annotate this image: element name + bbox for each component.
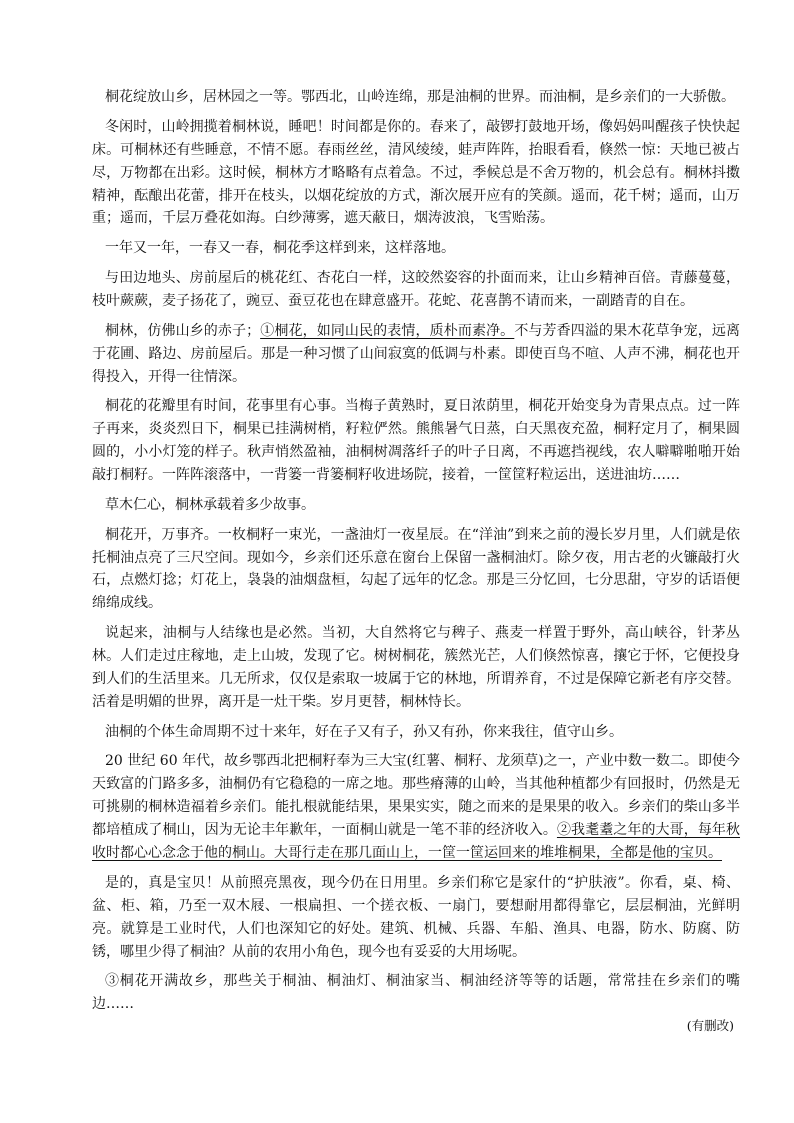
paragraph-11 <box>92 750 740 865</box>
underlined-sentence-1: ①桐花，如同山民的表情，质朴而素净。 <box>260 322 515 339</box>
paragraph-3: 一年又一年，一春又一春，桐花季这样到来，这样落地。 <box>105 240 455 257</box>
paragraph-1: 桐花绽放山乡，居林园之一等。鄂西北，山岭连绵，那是油桐的世界。而油桐，是乡亲们的一大骄傲。 <box>105 89 735 105</box>
paragraph-5-lead: 桐林，仿佛山乡的赤子； <box>105 322 261 339</box>
paragraph-5-rest: 不与芳香四溢的果木花草争宠，远离于花圃、路边、房前屋后。那是一种习惯了山间寂寞的低调与朴素。即使百鸟不喧、人声不沸，桐花也开得投入，开得一往情深。 <box>92 322 741 385</box>
paragraph-7: 草木仁心，桐林承载着多少故事。 <box>105 496 315 513</box>
paragraph-5 <box>92 320 740 389</box>
article-body <box>92 86 740 1023</box>
source-note: (有删改) <box>686 1018 734 1033</box>
paragraph-10: 油桐的个体生命周期不过十来年，好在子又有子，孙又有孙，你来我往，值守山乡。 <box>105 723 623 740</box>
paragraph-2: 冬闲时，山岭拥揽着桐林说，睡吧！时间都是你的。春来了，敲锣打鼓地开场，像妈妈叫醒孩子快快起床。可桐林还有些睡意，不情不愿。春雨丝丝，清风绫绫，蛙声阵阵，抬眼看看，倏然一惊：天地已被占尽，万物都在出彩。这时候，桐林方才略略有点着急。不过，季候总是不舍万物的，机会总有。桐林抖擞精神，酝酿出花蕾，排开在枝头，以烟花绽放的方式，渐次展开应有的笑颜。遥而，花千树；遥而，山万重；遥而，千层万叠花如海。白纱薄雾，遮天蔽日，烟涛波浪，飞雪贻荡。 <box>92 118 740 227</box>
underlined-sentence-2: ②我耄耋之年的大哥，每年秋收时都心心念念于他的桐山。大哥行走在那几面山上，一筐一筐运回来的堆堆桐果，全都是他的宝贝。 <box>92 822 741 862</box>
paragraph-9: 说起来，油桐与人结缘也是必然。当初，大自然将它与稗子、燕麦一样置于野外，高山峡谷，针茅丛林。人们走过庄稼地，走上山坡，发现了它。树树桐花，簇然光芒，人们倏然惊喜，攘它于怀，它便投身到人们的生活里来。几无所求，仅仅是索取一坡属于它的林地，所谓养育，不过是保障它新老有序交替。活着是明媚的世界，离开是一灶干柴。岁月更替，桐林恃长。 <box>92 625 740 710</box>
paragraph-8: 桐花开，万事齐。一枚桐籽一束光，一盏油灯一夜星辰。在“洋油”到来之前的漫长岁月里，人们就是依托桐油点亮了三尺空间。现如今，乡亲们还乐意在窗台上保留一盏桐油灯。除夕夜，用古老的火镰敲打火石，点燃灯捻；灯花上，袅袅的油烟盘桓，勾起了远年的忆念。那是三分忆回，七分思甜，守岁的话语便绵绵成线。 <box>92 526 740 612</box>
paragraph-11-lead: 20 世纪 60 年代，故乡鄂西北把桐籽奉为三大宝(红薯、桐籽、龙须草)之一，产业中数一数二。即使今天致富的门路多多，油桐仍有它稳稳的一席之地。那些瘠薄的山岭，当其他种植都少有回报时，仍然是无可挑剔的桐林造福着乡亲们。能扎根就能结果，果果实实，随之而来的是果果的收入。乡亲们的柴山多半都培植成了桐山，因为无论丰年歉年，一面桐山就是一笔不菲的经济收入。 <box>92 753 740 839</box>
paragraph-4: 与田边地头、房前屋后的桃花红、杏花白一样，这皎然姿容的扑面而来，让山乡精神百倍。青藤蔓蔓，枝叶蕨蕨，麦子扬花了，豌豆、蚕豆花也在肆意盛开。花蛇、花喜鹊不请而来，一副踏青的自在。 <box>92 270 740 309</box>
paragraph-12: 是的，真是宝贝！从前照亮黑夜，现今仍在日用里。乡亲们称它是家什的“护肤液”。你看，桌、椅、盆、柜、箱，乃至一双木屐、一根扁担、一个搓衣板、一扇门，要想耐用都得靠它，层层桐油，光鲜明亮。就算是工业时代，人们也深知它的好处。建筑、机械、兵器、车船、渔具、电器，防水、防腐、防锈，哪里少得了桐油？从前的农用小角色，现今也有妥妥的大用场呢。 <box>92 874 740 960</box>
paragraph-13: ③桐花开满故乡，那些关于桐油、桐油灯、桐油家当、桐油经济等等的话题，常常挂在乡亲们的嘴边…… <box>92 973 740 1013</box>
paragraph-6: 桐花的花瓣里有时间，花事里有心事。当梅子黄熟时，夏日浓荫里，桐花开始变身为青果点点。过一阵子再来，炎炎烈日下，桐果已挂满树梢，籽粒俨然。熊熊暑气日蒸，白天黑夜充盈，桐籽定月了，桐果圆圆的，小小灯笼的样子。秋声悄然盈袖，油桐树凋落纤子的叶子日离，不再遮挡视线，农人噼噼啪啪开始敲打桐籽。一阵阵滚落中，一背篓一背篓桐籽收进场院，接着，一筐筐籽粒运出，送进油坊…… <box>92 398 740 484</box>
